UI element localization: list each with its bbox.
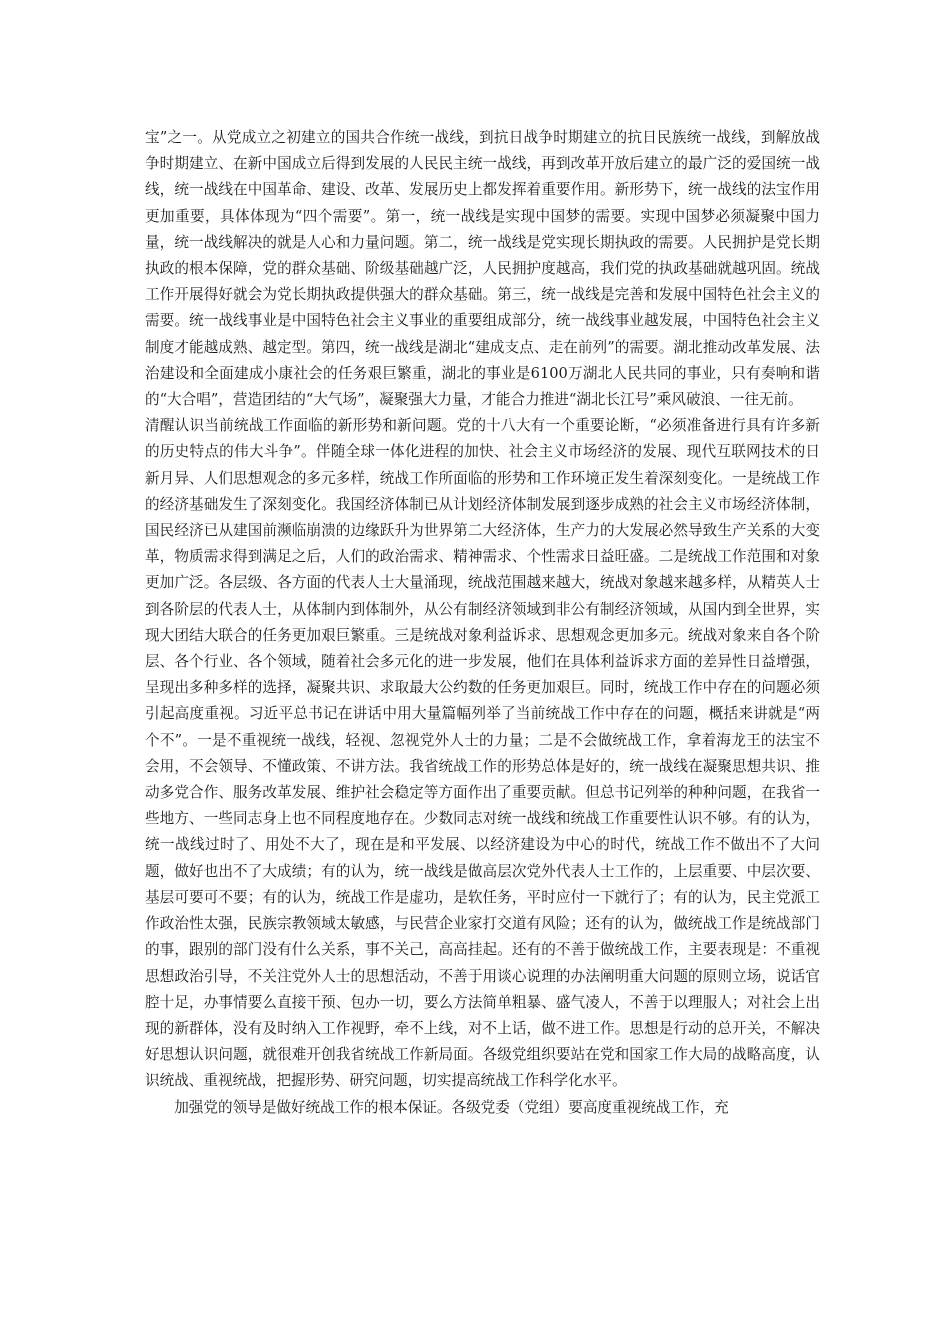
paragraph-new-situation: 清醒认识当前统战工作面临的新形势和新问题。党的十八大有一个重要论断，“必须准备进行具有许多新的历史特点的伟大斗争”。伴随全球一体化进程的加快、社会主义市场经济的发展、现代互联网技术的日新月异、人们思想观念的多元多样，统战工作所面临的形势和工作环境正发生着深刻变化。一是统战工作的经济基础发生了深刻变化。我国经济体制已从计划经济体制发展到逐步成熟的社会主义市场经济体制，国民经济已从建国前濒临崩溃的边缘跃升为世界第二大经济体，生产力的大发展必然导致生产关系的大变革，物质需求得到满足之后，人们的政治需求、精神需求、个性需求日益旺盛。二是统战工作范围和对象更加广泛。各层级、各方面的代表人士大量涌现，统战范围越来越大，统战对象越来越多样，从精英人士到各阶层的代表人士，从体制内到体制外，从公有制经济领域到非公有制经济领域，从国内到全世界，实现大团结大联合的任务更加艰巨繁重。三是统战对象利益诉求、思想观念更加多元。统战对象来自各个阶层、各个行业、各个领域，随着社会多元化的进一步发展，他们在具体利益诉求方面的差异性日益增强，呈现出多种多样的选择，凝聚共识、求取最大公约数的任务更加艰巨。同时，统战工作中存在的问题必须引起高度重视。习近平总书记在讲话中用大量篇幅列举了当前统战工作中存在的问题，概括来讲就是“两个不”。一是不重视统一战线，轻视、忽视党外人士的力量；二是不会做统战工作，拿着海龙王的法宝不会用，不会领导、不懂政策、不讲方法。我省统战工作的形势总体是好的，统一战线在凝聚思想共识、推动多党合作、服务改革发展、维护社会稳定等方面作出了重要贡献。但总书记列举的种种问题，在我省一些地方、一些同志身上也不同程度地存在。少数同志对统一战线和统战工作重要性认识不够。有的认为，统一战线过时了、用处不大了，现在是和平发展、以经济建设为中心的时代，统战工作不做出不了大问题，做好也出不了大成绩；有的认为，统一战线是做高层次党外代表人士工作的，上层重要、中层次要、基层可要可不要；有的认为，统战工作是虚功，是软任务，平时应付一下就行了；有的认为，民主党派工作政治性太强，民族宗教领域太敏感，与民营企业家打交道有风险；还有的认为，做统战工作是统战部门的事，跟别的部门没有什么关系，事不关己，高高挂起。还有的不善于做统战工作，主要表现是：不重视思想政治引导，不关注党外人士的思想活动，不善于用谈心说理的办法阐明重大问题的原则立场，说话官腔十足，办事情要么直接干预、包办一切，要么方法简单粗暴、盛气凌人，不善于以理服人；对社会上出现的新群体，没有及时纳入工作视野，牵不上线，对不上话，做不进工作。思想是行动的总开关，不解决好思想认识问题，就很难开创我省统战工作新局面。各级党组织要站在党和国家工作大局的战略高度，认识统战、重视统战，把握形势、研究问题，切实提高统战工作科学化水平。 bbox=[145, 417, 820, 1090]
paragraph-four-needs: 宝”之一。从党成立之初建立的国共合作统一战线，到抗日战争时期建立的抗日民族统一战线，到解放战争时期建立、在新中国成立后得到发展的人民民主统一战线，再到改革开放后建立的最广泛的爱国统一战线，统一战线在中国革命、建设、改革、发展历史上都发挥着重要作用。新形势下，统一战线的法宝作用更加重要，具体体现为“四个需要”。第一，统一战线是实现中国梦的需要。实现中国梦必须凝聚中国力量，统一战线解决的就是人心和力量问题。第二，统一战线是党实现长期执政的需要。人民拥护是党长期执政的根本保障，党的群众基础、阶级基础越广泛，人民拥护度越高，我们党的执政基础就越巩固。统战工作开展得好就会为党长期执政提供强大的群众基础。第三，统一战线是完善和发展中国特色社会主义的需要。统一战线事业是中国特色社会主义事业的重要组成部分，统一战线事业越发展，中国特色社会主义制度才能越成熟、越定型。第四，统一战线是湖北“建成支点、走在前列”的需要。湖北推动改革发展、法治建设和全面建成小康社会的任务艰巨繁重，湖北的事业是6100万湖北人民共同的事业，只有奏响和谐的“大合唱”，营造团结的“大气场”，凝聚强大力量，才能合力推进“湖北长江号”乘风破浪、一往无前。 bbox=[145, 129, 820, 409]
document-body bbox=[145, 125, 820, 1121]
paragraph-party-leadership: 加强党的领导是做好统战工作的根本保证。各级党委（党组）要高度重视统战工作，充 bbox=[174, 1098, 729, 1116]
